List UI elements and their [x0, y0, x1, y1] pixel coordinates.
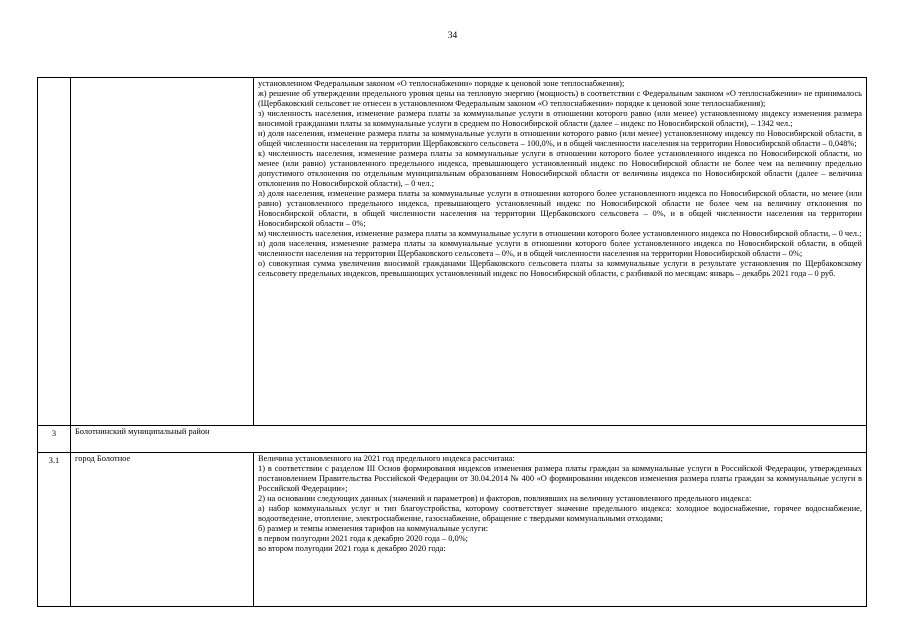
row-text: [254, 453, 867, 607]
paragraph: и) доля населения, изменение размера платы за коммунальные услуги в отношении которого равно (или менее) установленному индексу по Новосибирской области, в общей численности населения на территории Щербаковского сельсовета – 100,0%, и в общей численности населения на территории Новосибирской области – 0,048%;: [258, 129, 862, 148]
paragraph: 1) в соответствии с разделом III Основ формирования индексов изменения размера платы граждан за коммунальные услуги в Российской Федерации, утвержденных постановлением Правительства Российской Федерации от 30.04.2014 № 400 «О формировании индексов изменения размера платы граждан за коммунальные услуги в Российской Федерации»;: [258, 464, 862, 493]
paragraph: ж) решение об утверждении предельного уровня цены на тепловую энергию (мощность) в соответствии с Федеральным законом «О теплоснабжении» не принималось (Щербаковский сельсовет не отнесен в установленном Федеральным законом «О теплоснабжении» порядке к ценовой зоне теплоснабжения);: [258, 89, 862, 108]
paragraph: 2) на основании следующих данных (значений и параметров) и факторов, повлиявших на величину установленного предельного индекса:: [258, 494, 752, 503]
paragraph: а) набор коммунальных услуг и тип благоустройства, которому соответствует значение предельного индекса: холодное водоснабжение, горячее водоснабжение, водоотведение, отопление, электроснабжение, газоснабжение, обращение с твердыми коммунальными отходами;: [258, 504, 862, 523]
page-number: 34: [447, 31, 458, 41]
paragraph: о) совокупная сумма увеличения вносимой гражданами Щербаковского сельсовета платы за коммунальные услуги в результате установления по Щербаковскому сельсовету предельных индексов, превышающих установленный индекс по Новосибирской области, с разбивкой по месяцам: январь – декабрь 2021 года – 0 руб.: [258, 259, 862, 278]
paragraph: з) численность населения, изменение размера платы за коммунальные услуги в отношении которого равно (или менее) установленному индексу изменения размера вносимой гражданами платы за коммунальные услуги в среднем по Новосибирской области (далее – индекс по Новосибирской области), – 1342 чел.;: [258, 109, 862, 128]
paragraph: установленном Федеральным законом «О теплоснабжении» порядке к ценовой зоне теплоснабжения);: [258, 79, 625, 88]
paragraph: б) размер и темпы изменения тарифов на коммунальные услуги:: [258, 524, 489, 533]
section-title: Болотнинский муниципальный район: [71, 426, 867, 453]
document-table: [37, 77, 867, 607]
paragraph: к) численность населения, изменение размера платы за коммунальные услуги в отношении которого более установленного индекса по Новосибирской области, но менее (или равно) установленного предельного индекса, превышающего установленный индекс по Новосибирской области не более чем на величину предельно допустимого отклонения по отдельным муниципальным образованиям Новосибирской области от величины индекса по Новосибирской области (далее – величина отклонения по Новосибирской области), – 0 чел.;: [258, 149, 862, 188]
paragraph: во втором полугодии 2021 года к декабрю 2020 года:: [258, 544, 446, 553]
row-name: [71, 78, 254, 426]
row-number: 3.1: [38, 453, 71, 607]
row-number: [38, 78, 71, 426]
table-row: [38, 78, 867, 426]
table-row: [38, 453, 867, 607]
row-name: город Болотное: [71, 453, 254, 607]
table-row: [38, 426, 867, 453]
paragraph: Величина установленного на 2021 год предельного индекса рассчитана:: [258, 454, 515, 463]
paragraph: в первом полугодии 2021 года к декабрю 2020 года – 0,0%;: [258, 534, 468, 543]
paragraph: н) доля населения, изменение размера платы за коммунальные услуги в отношении которого более установленного индекса по Новосибирской области, в общей численности населения на территории Щербаковского сельсовета – 0%, и в общей численности населения на территории Новосибирской области – 0%;: [258, 239, 862, 258]
paragraph: л) доля населения, изменение размера платы за коммунальные услуги в отношении которого более установленного индекса по Новосибирской области, но менее (или равно) установленного предельного индекса, превышающего установленный индекс по Новосибирской области не более чем на величину отклонения по Новосибирской области, в общей численности населения на территории Щербаковского сельсовета – 0%, и в общей численности населения на территории Новосибирской области – 0%;: [258, 189, 862, 228]
row-number: 3: [38, 426, 71, 453]
paragraph: м) численность населения, изменение размера платы за коммунальные услуги в отношении которого более установленного индекса по Новосибирской области, – 0 чел.;: [258, 229, 862, 238]
row-text: [254, 78, 867, 426]
